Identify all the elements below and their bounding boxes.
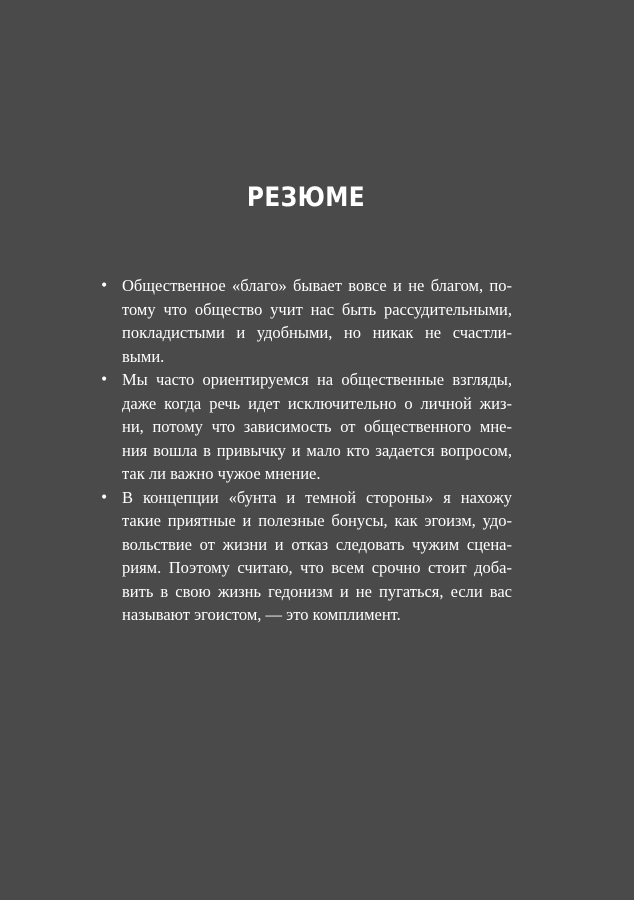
text-line: так ли важно чужое мнение. (122, 464, 321, 483)
text-line: риям. Поэтому считаю, что всем срочно стоит доба- (122, 558, 512, 577)
text-line: вить в свою жизнь гедонизм и не пугаться, если вас (122, 581, 512, 601)
text-line: такие приятные и полезные бонусы, как эгоизм, удо- (122, 511, 512, 530)
text-line: покладистыми и удобными, но никак не счастли- (122, 323, 512, 342)
text-line: вольствие от жизни и отказ следовать чужим сцена- (122, 534, 512, 554)
text-line: называют эгоистом, — это комплимент. (122, 605, 401, 624)
text-line: В концепции «бунта и темной стороны» я нахожу (122, 487, 512, 507)
summary-list (100, 274, 512, 627)
text-line: Общественное «благо» бывает вовсе и не благом, по- (122, 276, 512, 295)
summary-item-2 (100, 368, 512, 486)
text-line: Мы часто ориентируемся на общественные взгляды, (122, 370, 512, 389)
bullet-icon: • (100, 489, 109, 506)
text-line: тому что общество учит нас быть рассудительными, (122, 299, 512, 319)
text-line: ния вошла в привычку и мало кто задается вопросом, (122, 440, 512, 460)
summary-item-3 (100, 486, 512, 627)
text-line: даже когда речь идет исключительно о личной жиз- (122, 393, 512, 413)
summary-item-1 (100, 274, 512, 368)
bullet-icon: • (100, 278, 109, 294)
bullet-icon: • (100, 372, 109, 388)
text-line: ни, потому что зависимость от общественного мне- (122, 417, 512, 436)
page-title: РЕЗЮМЕ (246, 182, 366, 213)
text-line: выми. (122, 346, 165, 366)
